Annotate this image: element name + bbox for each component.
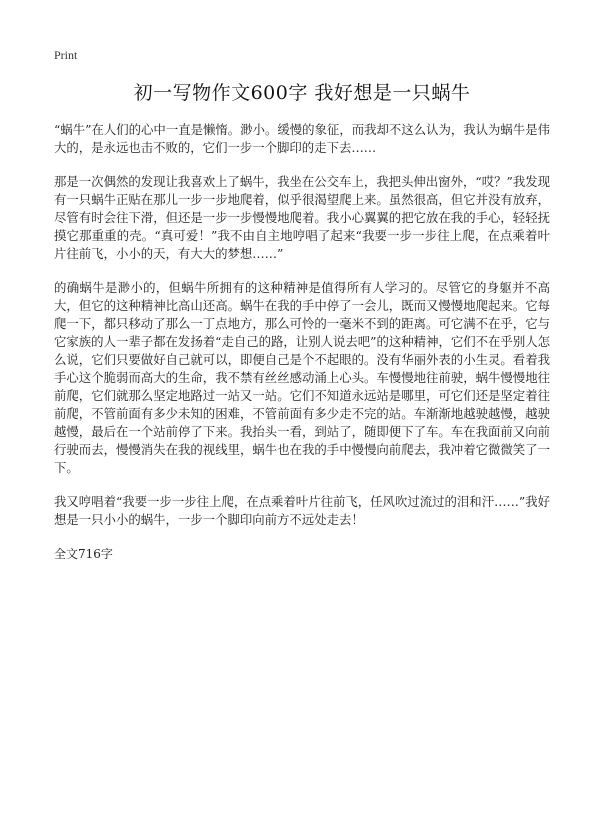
word-count: 全文716字 — [54, 547, 113, 561]
article-paragraph-2: 那是一次偶然的发现让我喜欢上了蜗牛，我坐在公交车上，我把头伸出窗外，“哎？”我发现有一只蜗牛正贴在那儿一步一步地爬着，似乎很渴望爬上来。虽然很高，但它并没有放弃，尽管有时会往下滑，但还是一步一步慢慢地爬着。我小心翼翼的把它放在我的手心，轻轻抚摸它那重重的壳。“真可爱！”我不由自主地哼唱了起来“我要一步一步往上爬，在点乘着叶片往前飞，小小的天，有大大的梦想……” — [54, 174, 550, 261]
print-link[interactable]: Print — [54, 48, 78, 62]
article-title: 初一写物作文600字 我好想是一只蜗牛 — [133, 82, 471, 104]
article-paragraph-3: 的确蜗牛是渺小的，但蜗牛所拥有的这种精神是值得所有人学习的。尽管它的身躯并不高大，但它的这种精神比高山还高。蜗牛在我的手中停了一会儿，既而又慢慢地爬起来。它每爬一下，都只移动了那么一丁点地方，那么可怜的一毫米不到的距离。可它满不在乎，它与它家族的人一辈子都在发扬着“走自己的路，让别人说去吧”的这种精神，它们不在乎别人怎么说，它们只要做好自己就可以，即便自己是个不起眼的。没有华丽外表的小生灵。看着我手心这个脆弱而高大的生命，我不禁有丝丝感动涌上心头。车慢慢地往前驶，蜗牛慢慢地往前爬，它们就那么坚定地路过一站又一站。它们不知道永远站是哪里，可它们还是坚定着往前爬，不管前面有多少未知的困难，不管前面有多少走不完的站。车渐渐地越驶越慢，越驶越慢，最后在一个站前停了下来。我抬头一看，到站了，随即便下了车。车在我面前又向前行驶而去，慢慢消失在我的视线里，蜗牛也在我的手中慢慢向前爬去，我冲着它微微笑了一下。 — [54, 280, 550, 475]
article-body — [54, 121, 550, 529]
article-paragraph-1: “蜗牛”在人们的心中一直是懒惰。渺小。缓慢的象征，而我却不这么认为，我认为蜗牛是伟大的，是永远也击不败的，它们一步一个脚印的走下去…… — [54, 122, 550, 155]
article-paragraph-4: 我又哼唱着“我要一步一步往上爬，在点乘着叶片往前飞，任风吹过流过的泪和汗……”我好想是一只小小的蜗牛，一步一个脚印向前方不远处走去！ — [54, 494, 550, 527]
